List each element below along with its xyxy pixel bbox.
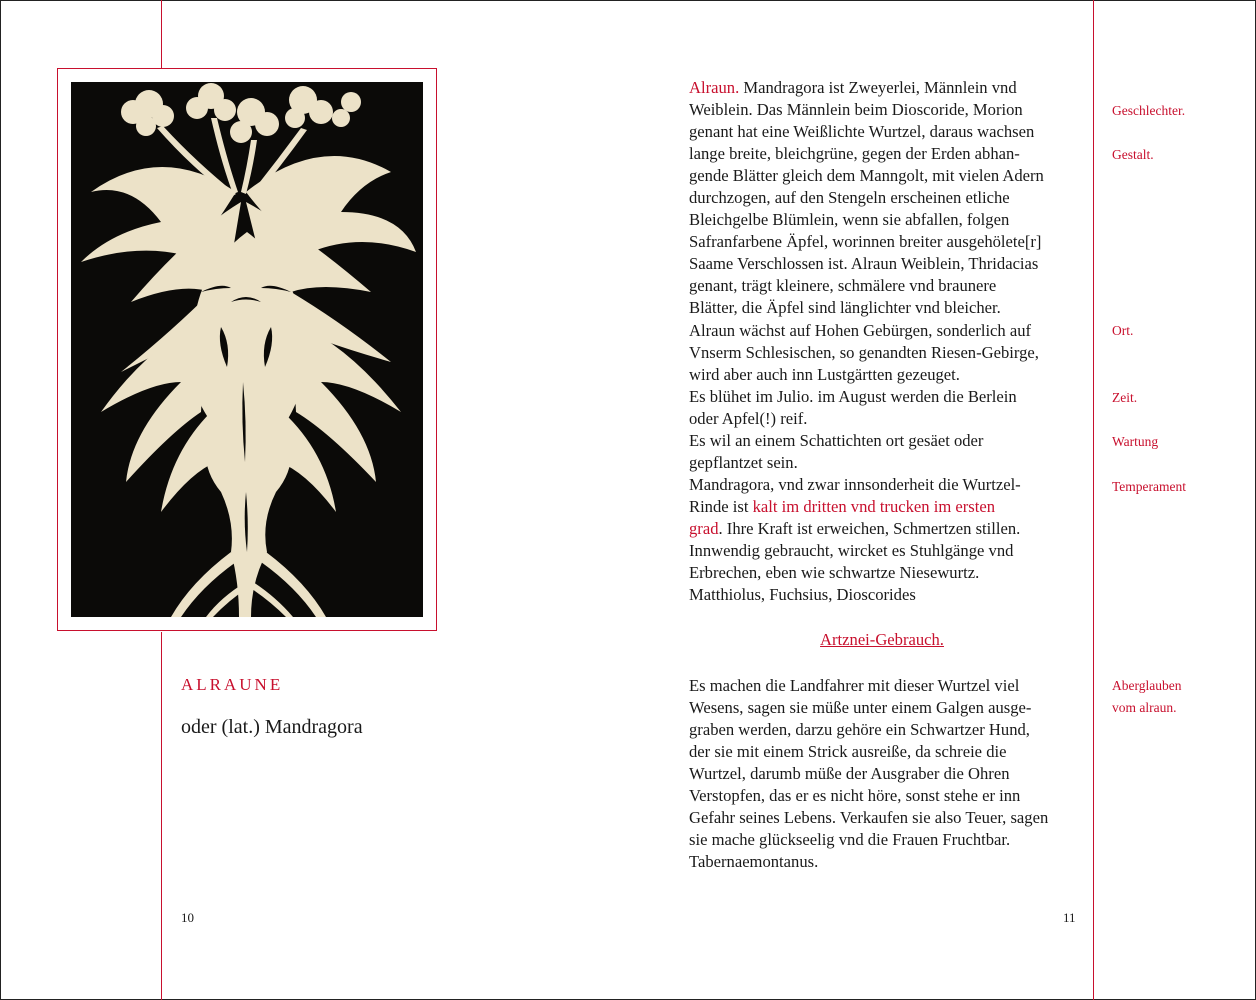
- margin-note-gestalt: Gestalt.: [1112, 147, 1154, 162]
- left-rule-top: [161, 0, 162, 68]
- mandrake-papercut-illustration: [71, 82, 423, 617]
- page-number-left: 10: [181, 910, 194, 925]
- margin-note-aberglauben: Aberglauben vom alraun.: [1112, 678, 1182, 715]
- illustration-plate: [57, 68, 437, 631]
- margin-note-wartung: Wartung: [1112, 434, 1159, 449]
- margin-note-zeit: Zeit.: [1112, 390, 1138, 405]
- lead-word: Alraun.: [689, 78, 740, 97]
- margin-note-ort: Ort.: [1112, 323, 1134, 338]
- temperament-highlight: kalt im dritten vnd trucken im ersten grad: [689, 496, 996, 538]
- right-margin-rule: [1093, 0, 1094, 1000]
- description-paragraph: [689, 77, 1081, 606]
- description-text-b: . Ihre Kraft ist erweichen, Schmertzen stillen. Innwendig gebraucht, wircket es Stuhlgänge vnd Erbrechen, eben wie schwartze Niesewurtz. Matthiolus, Fuchsius, Dioscorides: [689, 518, 1021, 605]
- margin-note-geschlechter: Geschlechter.: [1112, 103, 1186, 118]
- left-rule-bottom: [161, 632, 162, 1000]
- description-text-a: Mandragora ist Zweyerlei, Männlein vnd Weiblein. Das Männlein beim Dioscoride, Morion genant hat eine Weißlichte Wurtzel, daraus wachsen lange breite, bleichgrüne, gegen der Erden abhan- gende Blätter gleich dem Manngolt, mit vielen Adern durchzogen, auf den Stengeln erscheinen etliche Bleichgelbe Blümlein, wenn sie abfallen, folgen Safranfarbene Äpfel, worinnen breiter ausgehölete[r] Saame Verschlossen ist. Alraun Weiblein, Thridacias genant, trägt kleinere, schmälere vnd braunere Blätter, die Äpfel sind länglichter vnd bleicher. Alraun wächst auf Hohen Gebürgen, sonderlich auf Vnserm Schlesischen, so genandten Riesen-Gebirge, wird aber auch inn Lustgärtten gezeuget. Es blühet im Julio. im August werden die Berlein oder Apfel(!) reif. Es wil an einem Schattichten ort gesäet oder gepflantzet sein. Mandragora, vnd zwar innsonderheit die Wurtzel- Rinde ist: [689, 78, 1044, 516]
- plant-title: ALRAUNE: [181, 675, 284, 694]
- margin-note-temperament: Temperament: [1112, 479, 1187, 494]
- superstition-paragraph: Es machen die Landfahrer mit dieser Wurtzel viel Wesens, sagen sie müße unter einem Galgen ausge- graben werden, darzu gehöre ein Schwartzer Hund, der sie mit einem Strick ausreiße, da schreie die Wurtzel, darumb müße der Ausgraber die Ohren Verstopfen, das er es nicht höre, sonst stehe er inn Gefahr seines Lebens. Verkaufen sie also Teuer, sagen sie mache glückseelig vnd die Frauen Fruchtbar. Tabernaemontanus.: [689, 676, 1049, 872]
- page-number-right: 11: [1063, 910, 1076, 925]
- section-heading: Artznei-Gebrauch.: [820, 630, 944, 649]
- plant-subtitle: oder (lat.) Mandragora: [181, 716, 363, 738]
